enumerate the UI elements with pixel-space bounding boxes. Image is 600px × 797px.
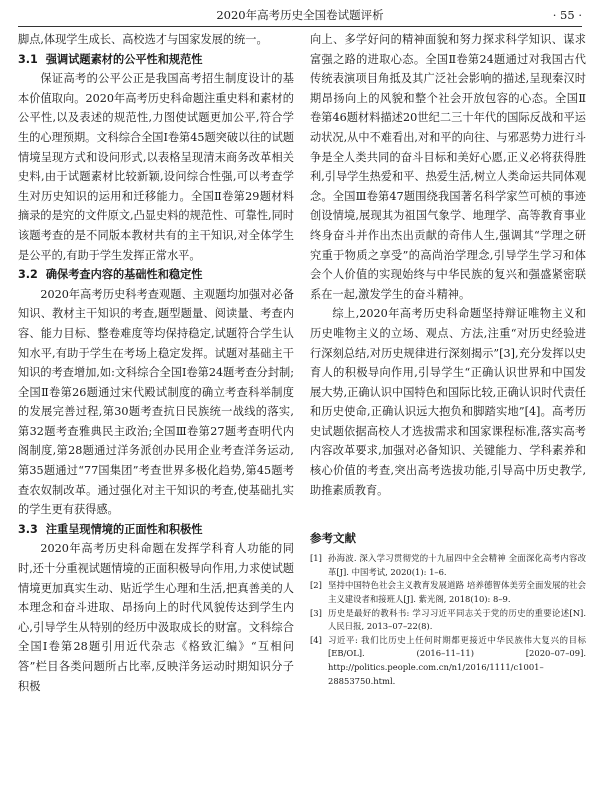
page-number: · 55 · xyxy=(552,8,582,22)
reference-number: [4] xyxy=(310,634,322,645)
references-list xyxy=(310,552,586,688)
intro-paragraph: 脚点,体现学生成长、高校选才与国家发展的统一。 xyxy=(18,33,268,46)
section-number: 3.2 xyxy=(18,268,38,282)
section-title: 确保考查内容的基础性和稳定性 xyxy=(45,268,203,282)
section-3-1-paragraph: 保证高考的公平公正是我国高考招生制度设计的基本价值取向。2020年高考历史科命题注重史料和素材的公平性,以及表述的规范性,力图使试题更加公平,符合学生的心理预期。文科综合全国Ⅰ卷第45题突破以往的试题情境呈现方式和设问形式,以表格呈现清末商务改革相关史料,由于试题素材比较新颖,设问综合性强,可以考查学生对历史知识的运用和迁移能力。全国Ⅱ卷第29题材料摘录的是究的文件原文,凸显史料的规范性、可靠性,同时该题考查的是不同版本教材共有的主干知识,对全体学生是公平的,有助于学生发挥正常水平。 xyxy=(18,72,294,262)
continued-paragraph: 向上、多学好问的精神面貌和努力探求科学知识、谋求富强之路的进取心态。全国Ⅱ卷第24题通过对我国古代传统表演项目角抵及其广泛社会影响的描述,呈现秦汉时期昂扬向上的风貌和整个社会开放包容的心态。全国Ⅱ卷第46题材料描述20世纪二三十年代的国际反战和平运动状况,从中不难看出,对和平的向往、与邪恶势力进行斗争是全人类共同的奋斗目标和美好心愿,正义必将获得胜利,引导学生热爱和平、热爱生活,树立人类命运共同体观念。全国Ⅲ卷第47题围绕我国著名科学家竺可桢的事迹创设情境,展现其为祖国气象学、地理学、高等教育事业终身奋斗并作出杰出贡献的奇伟人生,强调其“学理之研究重于物质之享受”的高尚治学理念,引导学生学习和体会个人价值的实现始终与中华民族的复兴和强盛紧密联系在一起,激发学生的奋斗精神。 xyxy=(310,33,586,301)
reference-number: [3] xyxy=(310,607,322,618)
reference-item xyxy=(310,552,586,579)
section-title: 强调试题素材的公平性和规范性 xyxy=(45,52,203,66)
journal-article-title: 2020年高考历史全国卷试题评析 xyxy=(216,8,384,22)
reference-text: 历史是最好的教科书: 学习习近平同志关于党的历史的重要论述[N]. 人民日报, 2013–07–22(8). xyxy=(328,607,586,632)
reference-number: [1] xyxy=(310,553,322,564)
reference-text: 孙海波. 深入学习贯彻党的十九届四中全会精神 全面深化高考内容改革[J]. 中国考试, 2020(1): 1–6. xyxy=(328,553,586,577)
reference-number: [2] xyxy=(310,580,322,591)
section-number: 3.3 xyxy=(18,522,38,536)
reference-text: 习近平: 我们比历史上任何时期都更接近中华民族伟大复兴的目标[EB/OL]. (2016–11–11) [2020–07–09]. http://politics.people.com.cn/n1/2016/1111/c1001–28853750.html. xyxy=(328,634,586,686)
reference-item xyxy=(310,607,586,634)
conclusion-paragraph: 综上,2020年高考历史科命题坚持辩证唯物主义和历史唯物主义的立场、观点、方法,注重“对历史经验进行深刻总结,对历史规律进行深刻揭示”[3],充分发挥以史育人的积极导向作用,引导学生“正确认识世界和中国发展大势,正确认识中国特色和国际比较,正确认识时代责任和历史使命,正确认识远大抱负和脚踏实地”[4]。高考历史试题依据高校人才选拔需求和国家课程标准,落实高考内容改革要求,加强对必备知识、关键能力、学科素养和核心价值的考查,突出高考选拔功能,引导高中历史教学,助推素质教育。 xyxy=(310,307,586,497)
section-number: 3.1 xyxy=(18,52,38,66)
section-title: 注重呈现情境的正面性和积极性 xyxy=(45,522,203,536)
right-column xyxy=(310,30,586,688)
references-heading: 参考文献 xyxy=(310,531,356,546)
left-column xyxy=(18,30,294,696)
section-3-3-paragraph: 2020年高考历史科命题在发挥学科育人功能的同时,还十分重视试题情境的正面积极导向作用,力求使试题情境更加真实生动、贴近学生心理和生活,把真善美的人本理念和奋斗进取、昂扬向上的时代风貌传达到学生内心,引导学生从特别的经历中汲取成长的财富。文科综合全国Ⅰ卷第28题引用近代杂志《格致汇编》“互相问答”栏目各类问题所占比率,反映洋务运动时期知识分子积极 xyxy=(18,542,294,693)
running-header xyxy=(18,8,582,27)
reference-item xyxy=(310,579,586,606)
section-heading-3-3 xyxy=(18,520,294,540)
reference-item xyxy=(310,634,586,688)
section-heading-3-1 xyxy=(18,50,294,70)
section-3-2-paragraph: 2020年高考历史科考查观题、主观题均加强对必备知识、教材主干知识的考查,题型题量、阅读量、考查内容、能力目标、整卷难度等均保持稳定,试题符合学生认知水平,有助于学生在考场上稳定发挥。试题对基础主干知识的考查增加,如:文科综合全国Ⅰ卷第24题考查分封制;全国Ⅱ卷第26题通过宋代殿试制度的确立考查科举制度的发展完善过程,第30题考查抗日民族统一战线的落实,第32题考查雅典民主政治;全国Ⅲ卷第27题考查明代内阁制度,第28题通过洋务派创办民用企业考查洋务运动,第35题通过“77国集团”考查世界多极化趋势,第45题考查农奴制改革。通过强化对主干知识的考查,使基础扎实的学生更有获得感。 xyxy=(18,287,294,517)
reference-text: 坚持中国特色社会主义教育发展道路 培养德智体美劳全面发展的社会主义建设者和接班人[J]. 紫光阁, 2018(10): 8–9. xyxy=(328,580,586,605)
section-heading-3-2 xyxy=(18,265,294,285)
